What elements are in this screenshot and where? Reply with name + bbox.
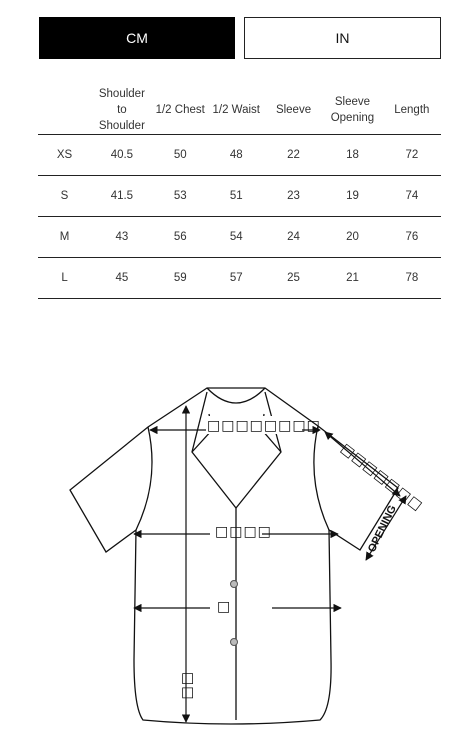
size-cell: XS xyxy=(56,149,73,161)
table-cell: 40.5 xyxy=(110,149,134,161)
shirt-outline xyxy=(70,388,398,724)
table-cell: 74 xyxy=(405,190,419,202)
shirt-measurement-diagram xyxy=(0,370,475,733)
cm-unit-button[interactable]: CM xyxy=(39,17,235,59)
table-cell: 76 xyxy=(405,231,419,243)
table-cell: 56 xyxy=(173,231,187,243)
table-cell: 23 xyxy=(287,190,300,202)
table-header-row xyxy=(38,86,441,135)
table-cell: 54 xyxy=(229,231,243,243)
table-cell: 78 xyxy=(405,272,419,284)
size-cell: S xyxy=(60,190,69,202)
table-cell: 19 xyxy=(346,190,359,202)
table-cell: 24 xyxy=(287,231,300,243)
table-cell: 53 xyxy=(173,190,187,202)
waist-label: □ xyxy=(217,599,232,615)
table-cell: 18 xyxy=(346,149,359,161)
table-cell: 51 xyxy=(229,190,243,202)
header-sleeve: Sleeve xyxy=(275,104,312,116)
header-sleeve-opening: Sleeve Opening xyxy=(330,96,375,124)
table-cell: 20 xyxy=(346,231,359,243)
sleeve-label: □□□□□□□ xyxy=(337,440,426,515)
size-cell: L xyxy=(61,272,68,284)
shoulder-label: □□□□□□□□ xyxy=(207,418,321,434)
opening-label: OPENING xyxy=(365,503,399,555)
header-waist: 1/2 Waist xyxy=(212,104,260,116)
chest-label: □□□□ xyxy=(215,524,272,540)
header-length: Length xyxy=(394,104,430,116)
header-chest: 1/2 Chest xyxy=(155,104,205,116)
length-label: □□ xyxy=(180,672,196,701)
table-cell: 21 xyxy=(346,272,359,284)
table-row xyxy=(38,135,441,176)
table-row xyxy=(38,217,441,258)
table-cell: 48 xyxy=(229,149,243,161)
table-cell: 25 xyxy=(287,272,300,284)
table-cell: 72 xyxy=(405,149,419,161)
header-shoulder: Shoulder to Shoulder xyxy=(98,88,145,132)
table-row xyxy=(38,258,441,299)
size-cell: M xyxy=(59,231,70,243)
table-cell: 22 xyxy=(287,149,300,161)
in-unit-button[interactable]: IN xyxy=(244,17,441,59)
header-size xyxy=(38,86,91,135)
table-cell: 50 xyxy=(173,149,187,161)
table-cell: 57 xyxy=(229,272,243,284)
table-cell: 43 xyxy=(115,231,129,243)
table-cell: 59 xyxy=(173,272,187,284)
table-cell: 45 xyxy=(115,272,129,284)
size-chart-table xyxy=(38,86,441,299)
table-row xyxy=(38,176,441,217)
table-cell: 41.5 xyxy=(110,190,134,202)
